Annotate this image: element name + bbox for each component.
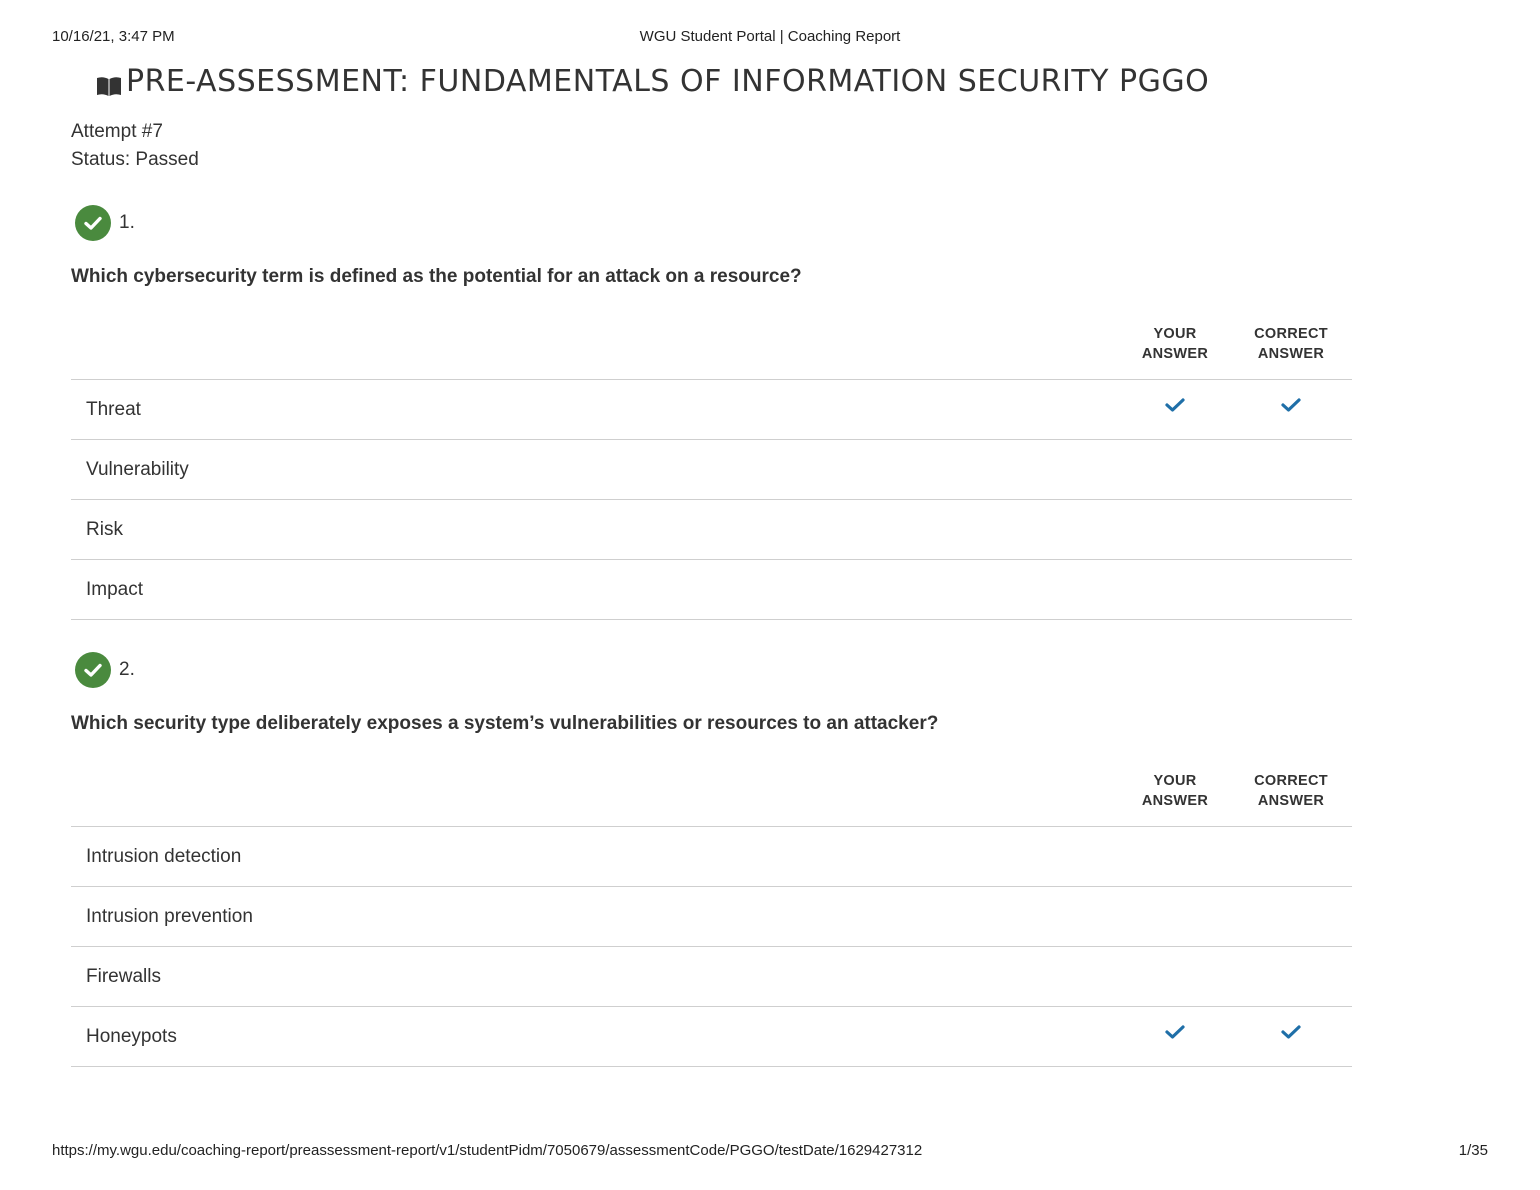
option-column-header — [71, 324, 1117, 380]
answer-option-row — [71, 560, 1352, 620]
answer-option-label: Intrusion detection — [71, 827, 1117, 887]
answer-option-label: Firewalls — [71, 947, 1117, 1007]
correct-answer-header-line1: CORRECT — [1254, 773, 1328, 789]
answer-option-label: Intrusion prevention — [71, 887, 1117, 947]
answer-table-header — [71, 324, 1352, 380]
your-answer-column-header — [1117, 324, 1233, 380]
answer-option-row — [71, 380, 1352, 440]
your-answer-check-icon — [1165, 1024, 1185, 1040]
correct-answer-cell — [1233, 560, 1349, 620]
table-spacer — [1349, 324, 1352, 380]
print-datetime: 10/16/21, 3:47 PM — [52, 28, 175, 45]
answer-option-label: Vulnerability — [71, 440, 1117, 500]
book-icon — [96, 75, 122, 97]
correct-answer-cell — [1233, 1007, 1349, 1067]
table-spacer — [1349, 500, 1352, 560]
correct-answer-header-line1: CORRECT — [1254, 326, 1328, 342]
attempt-number: Attempt #7 — [71, 121, 163, 142]
print-url: https://my.wgu.edu/coaching-report/preassessment-report/v1/studentPidm/7050679/assessmentCode/PGGO/testDate/1629427312 — [52, 1142, 923, 1159]
print-page-number: 1/35 — [1458, 1142, 1488, 1159]
your-answer-cell — [1117, 380, 1233, 440]
question-number: 2. — [119, 659, 135, 680]
answer-table — [71, 324, 1352, 620]
table-spacer — [1349, 887, 1352, 947]
attempt-status: Status: Passed — [71, 149, 199, 170]
correct-answer-cell — [1233, 380, 1349, 440]
your-answer-cell — [1117, 1007, 1233, 1067]
attempt-meta — [71, 118, 199, 174]
correct-answer-cell — [1233, 440, 1349, 500]
answer-option-row — [71, 500, 1352, 560]
your-answer-cell — [1117, 440, 1233, 500]
table-spacer — [1349, 827, 1352, 887]
your-answer-check-icon — [1165, 397, 1185, 413]
your-answer-cell — [1117, 887, 1233, 947]
question-block — [71, 203, 1352, 620]
table-spacer — [1349, 947, 1352, 1007]
answer-option-row — [71, 947, 1352, 1007]
answer-table-header — [71, 771, 1352, 827]
print-page-title: WGU Student Portal | Coaching Report — [639, 28, 901, 45]
correct-check-icon — [75, 652, 111, 688]
table-spacer — [1349, 1007, 1352, 1067]
correct-answer-column-header — [1233, 324, 1349, 380]
correct-answer-header-line2: ANSWER — [1257, 346, 1325, 362]
question-header — [71, 650, 1352, 690]
correct-answer-cell — [1233, 500, 1349, 560]
answer-option-row — [71, 827, 1352, 887]
answer-table — [71, 771, 1352, 1067]
table-spacer — [1349, 380, 1352, 440]
table-spacer — [1349, 771, 1352, 827]
your-answer-cell — [1117, 827, 1233, 887]
answer-option-label: Impact — [71, 560, 1117, 620]
correct-answer-check-icon — [1281, 1024, 1301, 1040]
option-column-header — [71, 771, 1117, 827]
answer-option-row — [71, 1007, 1352, 1067]
your-answer-column-header — [1117, 771, 1233, 827]
question-text: Which security type deliberately exposes a system’s vulnerabilities or resources to an attacker? — [71, 713, 939, 734]
correct-check-icon — [75, 205, 111, 241]
answer-option-label: Threat — [71, 380, 1117, 440]
table-spacer — [1349, 440, 1352, 500]
question-number: 1. — [119, 212, 135, 233]
report-title: PRE-ASSESSMENT: FUNDAMENTALS OF INFORMATION SECURITY PGGO — [126, 64, 1210, 99]
your-answer-header-line1: YOUR — [1153, 326, 1197, 342]
correct-answer-cell — [1233, 947, 1349, 1007]
question-header — [71, 203, 1352, 243]
your-answer-cell — [1117, 500, 1233, 560]
your-answer-cell — [1117, 560, 1233, 620]
correct-answer-check-icon — [1281, 397, 1301, 413]
print-footer — [0, 1142, 1540, 1162]
answer-option-label: Risk — [71, 500, 1117, 560]
correct-answer-column-header — [1233, 771, 1349, 827]
your-answer-header-line2: ANSWER — [1141, 346, 1209, 362]
answer-option-row — [71, 887, 1352, 947]
question-block — [71, 650, 1352, 1067]
table-spacer — [1349, 560, 1352, 620]
print-header — [0, 28, 1540, 48]
report-title-row — [96, 64, 1209, 99]
answer-option-label: Honeypots — [71, 1007, 1117, 1067]
your-answer-header-line2: ANSWER — [1141, 793, 1209, 809]
correct-answer-cell — [1233, 887, 1349, 947]
question-text: Which cybersecurity term is defined as the potential for an attack on a resource? — [71, 266, 802, 287]
your-answer-cell — [1117, 947, 1233, 1007]
correct-answer-cell — [1233, 827, 1349, 887]
correct-answer-header-line2: ANSWER — [1257, 793, 1325, 809]
your-answer-header-line1: YOUR — [1153, 773, 1197, 789]
answer-option-row — [71, 440, 1352, 500]
